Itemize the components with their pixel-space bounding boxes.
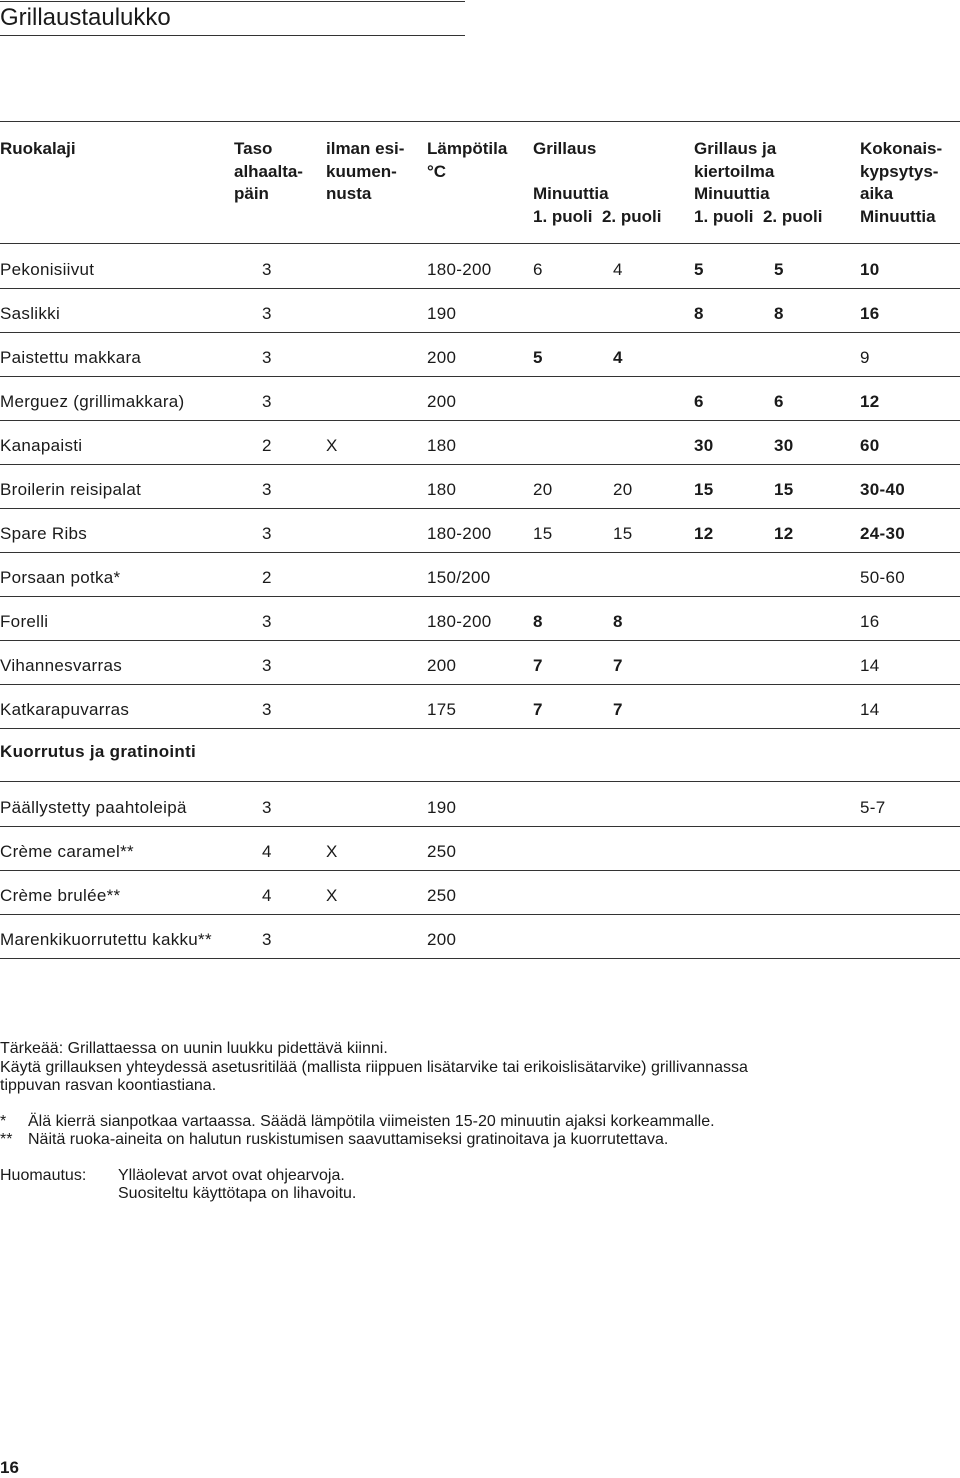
table-row — [0, 782, 960, 827]
cell-temp: 180-200 — [427, 612, 492, 631]
table-row — [0, 508, 960, 553]
table-row — [0, 376, 960, 421]
cell-total: 9 — [860, 348, 870, 367]
cell-temp: 190 — [427, 304, 457, 323]
cell-temp: 180-200 — [427, 260, 492, 279]
table-row — [0, 596, 960, 641]
cell-level: 2 — [262, 436, 272, 455]
cell-f2: 5 — [774, 260, 784, 279]
cell-food: Paistettu makkara — [0, 348, 142, 367]
cell-pre: X — [326, 842, 338, 861]
cell-level: 3 — [262, 612, 272, 631]
cell-food: Päällystetty paahtoleipä — [0, 798, 187, 817]
cell-total: 24-30 — [860, 524, 905, 543]
cell-total: 12 — [860, 392, 880, 411]
table-row — [0, 288, 960, 333]
cell-g2: 4 — [613, 348, 623, 367]
footnote-star2-mark: ** — [0, 1131, 13, 1148]
cell-food: Katkarapuvarras — [0, 700, 130, 719]
remark-line-2: Suositeltu käyttötapa on lihavoitu. — [118, 1185, 357, 1202]
cell-level: 3 — [262, 700, 272, 719]
note-important: Tärkeää: Grillattaessa on uunin luukku pidettävä kiinni. — [0, 1040, 388, 1057]
cell-g2: 15 — [613, 524, 633, 543]
cell-level: 2 — [262, 568, 272, 587]
cell-temp: 175 — [427, 700, 457, 719]
cell-total: 50-60 — [860, 568, 905, 587]
cell-temp: 180 — [427, 436, 457, 455]
header-grill-fan: Grillaus ja kiertoilma Minuuttia 1. puoli 2. puoli — [694, 139, 823, 226]
header-total: Kokonais- kypsytys- aika Minuuttia — [860, 139, 943, 226]
cell-g2: 20 — [613, 480, 633, 499]
cell-g2: 4 — [613, 260, 623, 279]
table-row — [0, 464, 960, 509]
cell-temp: 200 — [427, 392, 457, 411]
page-title: Grillaustaulukko — [0, 4, 171, 31]
cell-food: Crème caramel** — [0, 842, 134, 861]
cell-level: 3 — [262, 798, 272, 817]
cell-total: 60 — [860, 436, 880, 455]
cell-food: Merguez (grillimakkara) — [0, 392, 185, 411]
header-rule-top — [0, 121, 960, 122]
cell-food: Pekonisiivut — [0, 260, 95, 279]
cell-temp: 250 — [427, 886, 457, 905]
cell-g2: 7 — [613, 700, 623, 719]
note-use-line-1: Käytä grillauksen yhteydessä asetusritilää (mallista riippuen lisätarvike tai erikoislisätarvike) grillivannassa — [0, 1059, 748, 1076]
table-row — [0, 244, 960, 289]
cell-f1: 15 — [694, 480, 714, 499]
cell-pre: X — [326, 886, 338, 905]
cell-f2: 30 — [774, 436, 794, 455]
cell-level: 3 — [262, 260, 272, 279]
cell-temp: 190 — [427, 798, 457, 817]
cell-total: 14 — [860, 700, 880, 719]
cell-total: 16 — [860, 304, 880, 323]
cell-temp: 180-200 — [427, 524, 492, 543]
cell-temp: 200 — [427, 930, 457, 949]
cell-food: Vihannesvarras — [0, 656, 123, 675]
cell-temp: 150/200 — [427, 568, 491, 587]
cell-f2: 6 — [774, 392, 784, 411]
table-row — [0, 826, 960, 871]
header-grill: Grillaus Minuuttia 1. puoli 2. puoli — [533, 139, 662, 226]
header-level: Taso alhaalta- päin — [234, 139, 303, 203]
cell-g1: 8 — [533, 612, 543, 631]
table-row — [0, 870, 960, 915]
cell-food: Saslikki — [0, 304, 61, 323]
cell-g1: 15 — [533, 524, 553, 543]
cell-food: Kanapaisti — [0, 436, 83, 455]
cell-total: 16 — [860, 612, 880, 631]
cell-f1: 30 — [694, 436, 714, 455]
header-no-preheat: ilman esi- kuumen- nusta — [326, 139, 405, 203]
section-heading: Kuorrutus ja gratinointi — [0, 742, 197, 761]
cell-level: 3 — [262, 304, 272, 323]
note-use-line-2: tippuvan rasvan koontiastiana. — [0, 1077, 217, 1094]
cell-total: 14 — [860, 656, 880, 675]
footnote-star1-mark: * — [0, 1113, 7, 1130]
page-number: 16 — [0, 1458, 19, 1477]
section-heading-row — [0, 728, 960, 782]
cell-f2: 15 — [774, 480, 794, 499]
cell-total: 30-40 — [860, 480, 905, 499]
table-row — [0, 420, 960, 465]
cell-food: Porsaan potka* — [0, 568, 121, 587]
table-row — [0, 914, 960, 959]
cell-f1: 8 — [694, 304, 704, 323]
cell-g1: 7 — [533, 700, 543, 719]
cell-food: Spare Ribs — [0, 524, 88, 543]
title-rule — [0, 35, 465, 36]
cell-f2: 12 — [774, 524, 794, 543]
cell-food: Crème brulée** — [0, 886, 121, 905]
cell-g1: 7 — [533, 656, 543, 675]
footnote-star1: Älä kierrä sianpotkaa vartaassa. Säädä lämpötila viimeisten 15-20 minuutin ajaksi korkeammalle. — [28, 1113, 715, 1130]
table-row — [0, 332, 960, 377]
cell-temp: 250 — [427, 842, 457, 861]
table-row — [0, 684, 960, 729]
cell-level: 3 — [262, 348, 272, 367]
cell-g1: 5 — [533, 348, 543, 367]
cell-temp: 200 — [427, 348, 457, 367]
table-row — [0, 552, 960, 597]
cell-total: 5-7 — [860, 798, 886, 817]
cell-food: Marenkikuorrutettu kakku** — [0, 930, 212, 949]
cell-temp: 200 — [427, 656, 457, 675]
cell-level: 4 — [262, 886, 272, 905]
cell-food: Broilerin reisipalat — [0, 480, 142, 499]
cell-level: 3 — [262, 480, 272, 499]
remark-label: Huomautus: — [0, 1167, 87, 1184]
cell-level: 3 — [262, 656, 272, 675]
footnote-star2: Näitä ruoka-aineita on halutun ruskistumisen saavuttamiseksi gratinoitava ja kuorrutettava. — [28, 1131, 669, 1148]
cell-food: Forelli — [0, 612, 49, 631]
cell-level: 4 — [262, 842, 272, 861]
cell-total: 10 — [860, 260, 880, 279]
cell-g2: 8 — [613, 612, 623, 631]
cell-f2: 8 — [774, 304, 784, 323]
cell-g2: 7 — [613, 656, 623, 675]
cell-level: 3 — [262, 524, 272, 543]
cell-g1: 6 — [533, 260, 543, 279]
remark-line-1: Ylläolevat arvot ovat ohjearvoja. — [118, 1167, 345, 1184]
header-food: Ruokalaji — [0, 139, 76, 158]
cell-f1: 12 — [694, 524, 714, 543]
cell-level: 3 — [262, 392, 272, 411]
cell-level: 3 — [262, 930, 272, 949]
cell-f1: 6 — [694, 392, 704, 411]
cell-temp: 180 — [427, 480, 457, 499]
cell-g1: 20 — [533, 480, 553, 499]
top-rule — [0, 1, 465, 2]
header-temperature: Lämpötila °C — [427, 139, 508, 181]
cell-f1: 5 — [694, 260, 704, 279]
cell-pre: X — [326, 436, 338, 455]
table-row — [0, 640, 960, 685]
